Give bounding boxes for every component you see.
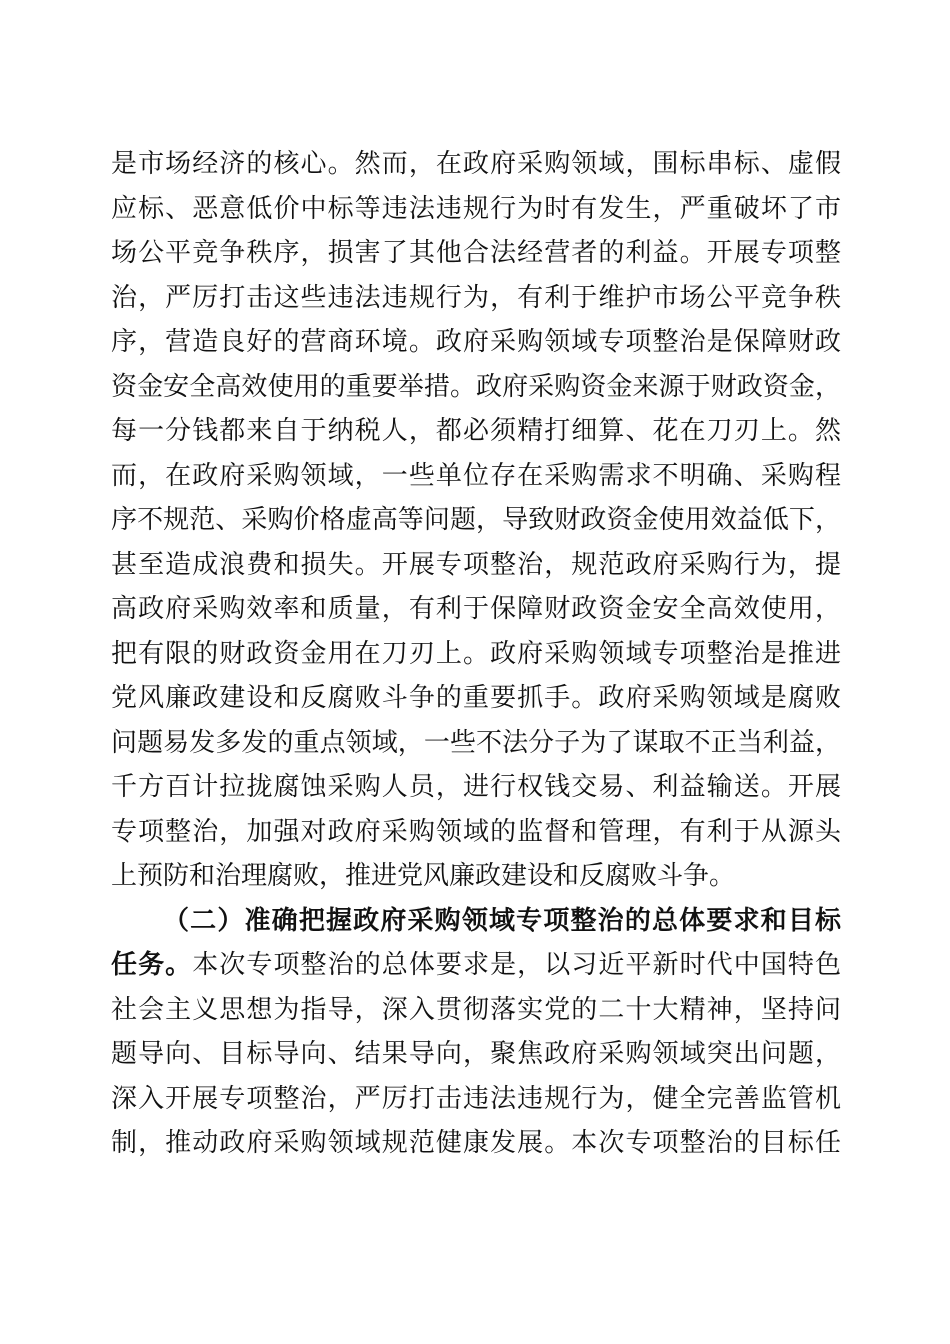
text-line: 题导向、目标导向、结果导向，聚焦政府采购领域突出问题，	[111, 1039, 841, 1069]
text-line: 序不规范、采购价格虚高等问题，导致财政资金使用效益低下，	[111, 505, 841, 535]
section-heading-end: 任务。	[111, 950, 193, 980]
paragraph-2	[111, 899, 841, 1166]
text-span: 本次专项整治的总体要求是，以习近平新时代中国特色	[192, 950, 841, 980]
text-line: 治，严厉打击这些违法违规行为，有利于维护市场公平竞争秩	[111, 282, 841, 313]
text-line: 每一分钱都来自于纳税人，都必须精打细算、花在刀刃上。然	[111, 416, 841, 446]
text-line: 高政府采购效率和质量，有利于保障财政资金安全高效使用，	[111, 594, 841, 624]
paragraph-1	[111, 142, 841, 899]
text-line: 党风廉政建设和反腐败斗争的重要抓手。政府采购领域是腐败	[111, 683, 841, 713]
text-line	[111, 943, 841, 988]
text-line: 上预防和治理腐败，推进党风廉政建设和反腐败斗争。	[111, 861, 736, 891]
text-line: 专项整治，加强对政府采购领域的监督和管理，有利于从源头	[111, 816, 841, 847]
text-line: 把有限的财政资金用在刀刃上。政府采购领域专项整治是推进	[111, 638, 841, 669]
text-line: 场公平竞争秩序，损害了其他合法经营者的利益。开展专项整	[111, 238, 841, 268]
text-line: 而，在政府采购领域，一些单位存在采购需求不明确、采购程	[111, 460, 841, 491]
text-line: 深入开展专项整治，严厉打击违法违规行为，健全完善监管机	[111, 1083, 841, 1114]
text-line: 资金安全高效使用的重要举措。政府采购资金来源于财政资金，	[111, 371, 841, 402]
text-line: 制，推动政府采购领域规范健康发展。本次专项整治的目标任	[111, 1128, 841, 1158]
text-line: 应标、恶意低价中标等违法违规行为时有发生，严重破坏了市	[111, 193, 841, 224]
text-line: 甚至造成浪费和损失。开展专项整治，规范政府采购行为，提	[111, 549, 841, 580]
text-line: 问题易发多发的重点领域，一些不法分子为了谋取不正当利益，	[111, 727, 841, 758]
text-line: 千方百计拉拢腐蚀采购人员，进行权钱交易、利益输送。开展	[111, 772, 841, 802]
document-body	[111, 142, 841, 1166]
text-line: 是市场经济的核心。然而，在政府采购领域，围标串标、虚假	[111, 149, 841, 179]
text-line: 社会主义思想为指导，深入贯彻落实党的二十大精神，坚持问	[111, 994, 841, 1025]
text-line: 序，营造良好的营商环境。政府采购领域专项整治是保障财政	[111, 327, 841, 357]
section-heading: （二）准确把握政府采购领域专项整治的总体要求和目标	[163, 905, 841, 936]
